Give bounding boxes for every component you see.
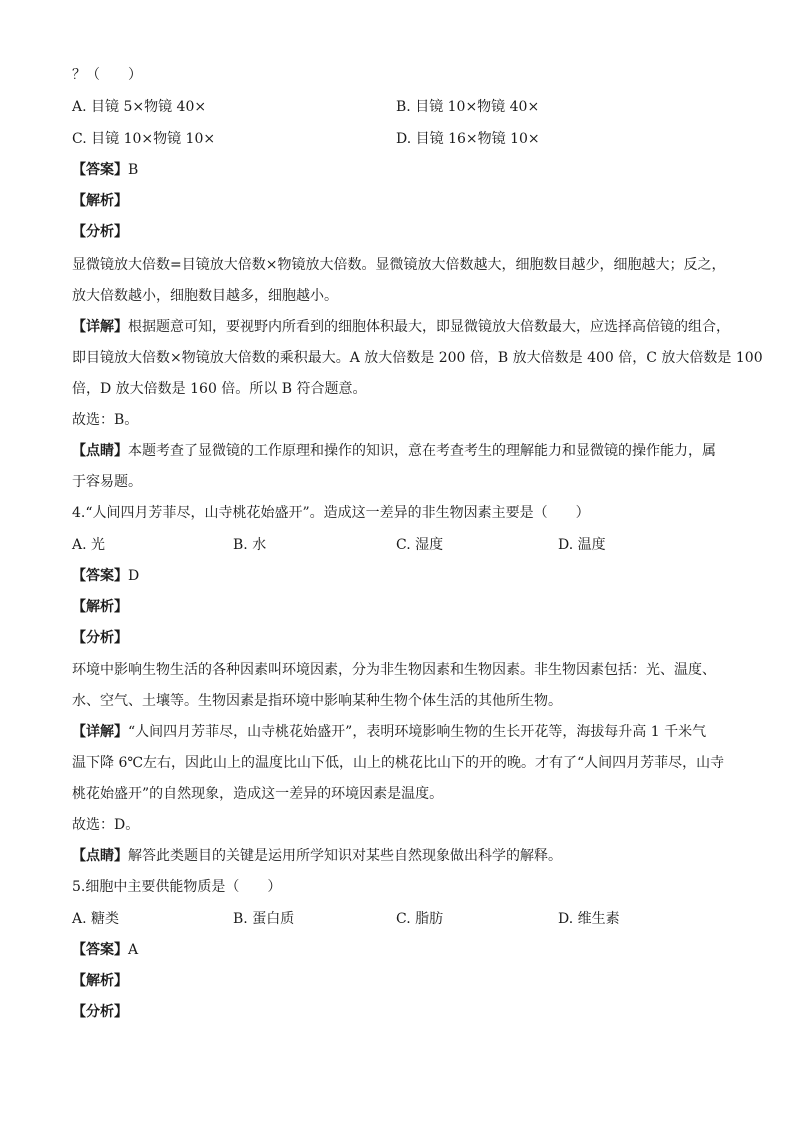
q4-option-b: B. 水: [233, 537, 267, 553]
q4-detail-line: 温下降 6℃左右，因此山上的温度比山下低，山上的桃花比山下的开的晚。才有了“人间四月芳菲尽，山寺: [72, 755, 725, 771]
q3-detail-line: 即目镜放大倍数×物镜放大倍数的乘积最大。A 放大倍数是 200 倍，B 放大倍数是 400 倍，C 放大倍数是 100: [72, 350, 763, 366]
detail-text: “人间四月芳菲尽，山寺桃花始盛开”，表明环境影响生物的生长开花等，海拔每升高 1 千米气: [128, 724, 707, 740]
q5-option-c: C. 脂肪: [396, 911, 444, 927]
q4-stem: 4.“人间四月芳菲尽，山寺桃花始盛开”。造成这一差异的非生物因素主要是（ ）: [72, 505, 590, 521]
q4-fenxi-line: 环境中影响生物生活的各种因素叫环境因素，分为非生物因素和生物因素。非生物因素包括：光、温度、: [72, 662, 716, 678]
q4-option-c: C. 湿度: [396, 537, 444, 553]
q4-detail-line: 桃花始盛开”的自然现象，造成这一差异的环境因素是温度。: [72, 786, 444, 802]
q4-fenxi-line: 水、空气、土壤等。生物因素是指环境中影响某种生物个体生活的其他所生物。: [72, 693, 562, 709]
comment-text: 本题考查了显微镜的工作原理和操作的知识，意在考查考生的理解能力和显微镜的操作能力，属: [128, 443, 716, 459]
answer-tag: 【答案】: [72, 162, 128, 178]
q4-choice: 故选：D。: [72, 817, 140, 833]
q3-comment-line: 于容易题。: [72, 474, 142, 490]
answer-value: A: [128, 942, 139, 958]
q5-answer: [72, 940, 138, 960]
q3-option-c: C. 目镜 10×物镜 10×: [72, 131, 216, 147]
comment-tag: 【点睛】: [72, 443, 128, 459]
q3-option-d: D. 目镜 16×物镜 10×: [396, 131, 540, 147]
q3-fenxi-line: 显微镜放大倍数=目镜放大倍数×物镜放大倍数。显微镜放大倍数越大，细胞数目越少，细胞越大；反之，: [72, 257, 726, 273]
q3-fenxi-line: 放大倍数越小，细胞数目越多，细胞越小。: [72, 288, 338, 304]
q4-detail-line: [72, 722, 706, 742]
detail-text: 根据题意可知，要视野内所看到的细胞体积最大，即显微镜放大倍数最大，应选择高倍镜的组合，: [128, 319, 730, 335]
detail-tag: 【详解】: [72, 319, 128, 335]
q5-option-b: B. 蛋白质: [233, 911, 295, 927]
q4-comment-line: [72, 846, 562, 866]
answer-value: B: [128, 162, 139, 178]
comment-text: 解答此类题目的关键是运用所学知识对某些自然现象做出科学的解释。: [128, 848, 562, 864]
q5-option-d: D. 维生素: [558, 911, 620, 927]
answer-value: D: [128, 568, 140, 584]
q3-fenxi-tag: 【分析】: [72, 224, 128, 240]
q3-answer: [72, 160, 138, 180]
q4-option-d: D. 温度: [558, 537, 606, 553]
answer-tag: 【答案】: [72, 942, 128, 958]
detail-tag: 【详解】: [72, 724, 128, 740]
q4-option-a: A. 光: [72, 537, 106, 553]
q3-stem-tail: ？（ ）: [72, 67, 142, 83]
q5-stem: 5.细胞中主要供能物质是（ ）: [72, 879, 282, 895]
q3-comment-line: [72, 441, 716, 461]
q4-answer: [72, 566, 139, 586]
comment-tag: 【点睛】: [72, 848, 128, 864]
q3-analysis-tag: 【解析】: [72, 193, 128, 209]
q5-fenxi-tag: 【分析】: [72, 1004, 128, 1020]
q5-analysis-tag: 【解析】: [72, 973, 128, 989]
q3-option-a: A. 目镜 5×物镜 40×: [72, 99, 207, 115]
q5-option-a: A. 糖类: [72, 911, 120, 927]
answer-tag: 【答案】: [72, 568, 128, 584]
q3-detail-line: [72, 317, 730, 337]
q4-analysis-tag: 【解析】: [72, 599, 128, 615]
q3-choice: 故选：B。: [72, 412, 139, 428]
q3-option-b: B. 目镜 10×物镜 40×: [396, 99, 540, 115]
q3-detail-line: 倍，D 放大倍数是 160 倍。所以 B 符合题意。: [72, 381, 367, 397]
q4-fenxi-tag: 【分析】: [72, 630, 128, 646]
